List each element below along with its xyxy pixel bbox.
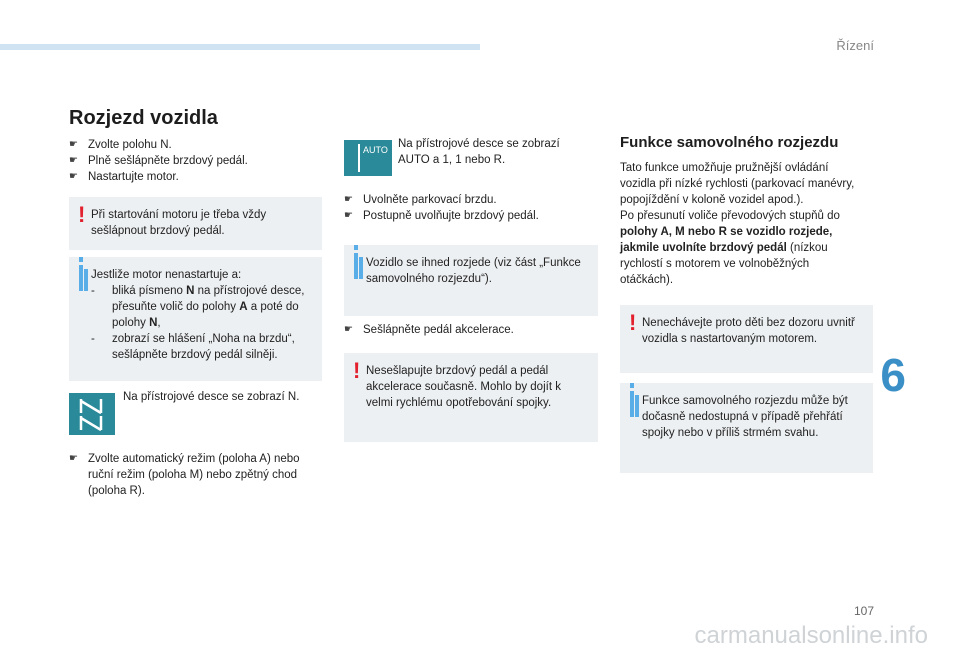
arrow-icon: ☛	[69, 155, 78, 166]
warning-text: Nesešlapujte brzdový pedál a pedál akcelerace současně. Mohlo by dojít k velmi rychlému opotřebování spojky.	[366, 365, 561, 409]
info-icon	[79, 265, 83, 291]
warning-text: Při startování motoru je třeba vždy sešlápnout brzdový pedál.	[91, 209, 267, 237]
arrow-icon: ☛	[69, 139, 78, 150]
page-title: Rozjezd vozidla	[69, 107, 218, 129]
auto-mode-icon: AUTO	[344, 140, 392, 176]
info-icon	[630, 391, 634, 417]
chapter-number: 6	[880, 349, 906, 401]
exclamation-icon: !	[629, 310, 637, 335]
section-paragraph: Tato funkce umožňuje pružnější ovládání vozidla při nízké rychlosti (parkovací manévry, popojíždění v koloně vozidel apod.). Po přesunutí voliče převodových stupňů do polohy A, M nebo R se vozidlo rozjede, jakmile uvolníte brzdový pedál (nízkou rychlostí s motorem ve volnoběžných otáčkách).	[620, 162, 855, 286]
steps-list-2	[69, 451, 329, 499]
steps-list-3	[344, 192, 594, 224]
warning-box-start	[69, 197, 322, 250]
info-box-overheat	[620, 383, 873, 473]
n-display-text: Na přístrojové desce se zobrazí N.	[123, 391, 300, 403]
list-item: ☛ Postupně uvolňujte brzdový pedál.	[344, 210, 539, 222]
list-item: ☛ Zvolte automatický režim (poloha A) nebo ruční režim (poloha M) nebo zpětný chod (poloha R).	[69, 453, 300, 497]
warning-box-children	[620, 305, 873, 373]
arrow-icon: ☛	[344, 324, 353, 335]
section-title: Funkce samovolného rozjezdu	[620, 134, 839, 151]
steps-list-4	[344, 322, 594, 338]
info-icon	[354, 253, 358, 279]
warning-text: Nenechávejte proto děti bez dozoru uvnitř vozidla s nastartovaným motorem.	[642, 317, 855, 345]
chapter-title: Řízení	[836, 38, 874, 53]
list-item: ☛ Uvolněte parkovací brzdu.	[344, 194, 497, 206]
watermark: carmanualsonline.info	[694, 622, 928, 649]
arrow-icon: ☛	[344, 210, 353, 221]
page-number: 107	[853, 604, 874, 618]
info-text: Funkce samovolného rozjezdu může být dočasně nedostupná v případě přehřátí spojky nebo v příliš strmém svahu.	[642, 395, 848, 439]
arrow-icon: ☛	[69, 171, 78, 182]
steps-list-1	[69, 137, 319, 185]
info-box-start	[344, 245, 598, 316]
exclamation-icon: !	[78, 202, 86, 227]
info-text: Vozidlo se ihned rozjede (viz část „Funkce samovolného rozjezdu“).	[366, 257, 581, 285]
warning-box-clutch	[344, 353, 598, 442]
top-accent-bar	[0, 44, 480, 50]
arrow-icon: ☛	[69, 453, 78, 464]
info-box-engine	[69, 257, 322, 381]
n-gear-icon	[69, 393, 115, 435]
arrow-icon: ☛	[344, 194, 353, 205]
exclamation-icon: !	[353, 358, 361, 383]
list-item: ☛ Zvolte polohu N.	[69, 139, 172, 151]
list-item: ☛ Plně sešlápněte brzdový pedál.	[69, 155, 248, 167]
list-item: ☛ Sešlápněte pedál akcelerace.	[344, 324, 514, 336]
info-text: Jestliže motor nenastartuje a: - bliká písmeno N na přístrojové desce, přesuňte volič do polohy A a poté do polohy N, - zobrazí se hlášení „Noha na brzdu“, sešlápněte brzdový pedál silněji.	[91, 269, 305, 361]
auto-display-text: Na přístrojové desce se zobrazí AUTO a 1, 1 nebo R.	[398, 138, 560, 166]
list-item: ☛ Nastartujte motor.	[69, 171, 179, 183]
